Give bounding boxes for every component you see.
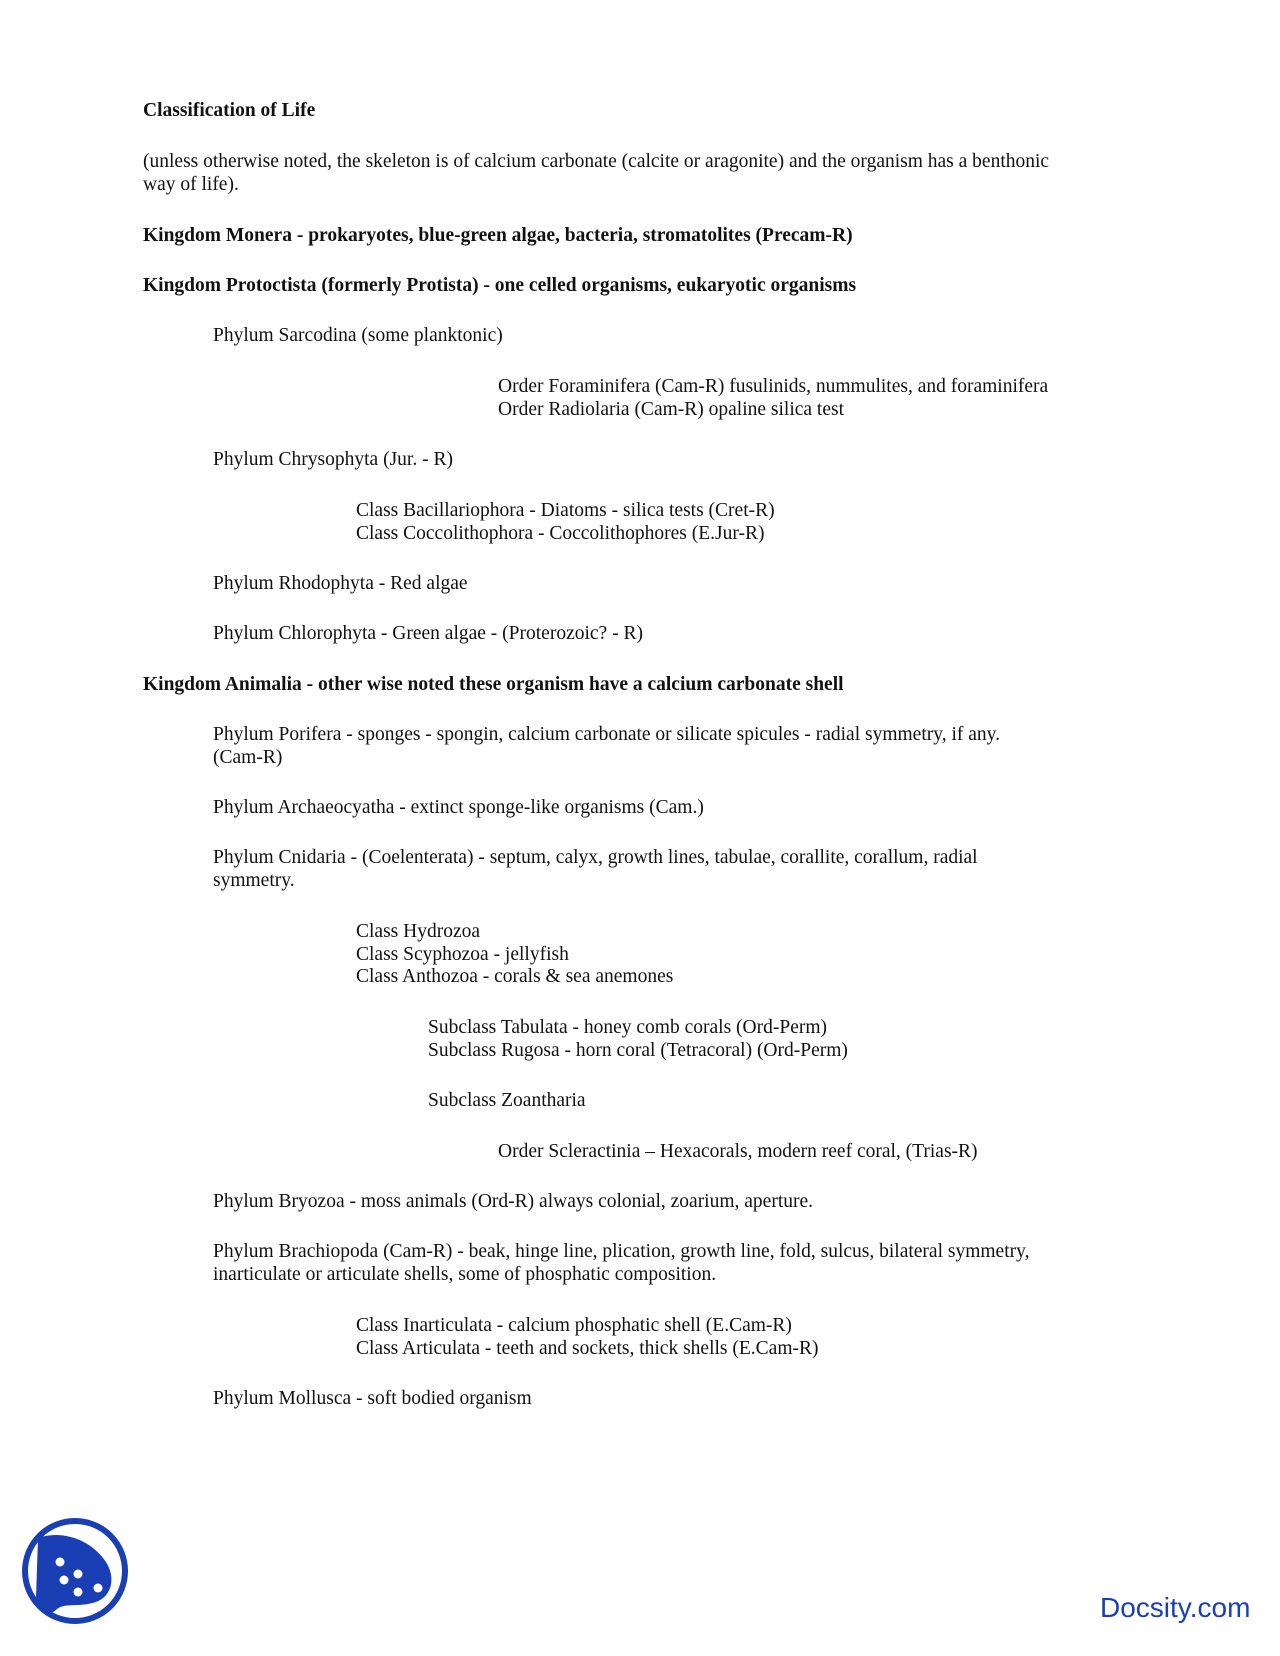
kingdom-monera: Kingdom Monera - prokaryotes, blue-green algae, bacteria, stromatolites (Precam-R) — [143, 225, 853, 246]
subclass-tabulata: Subclass Tabulata - honey comb corals (Ord-Perm) — [428, 1017, 827, 1038]
phylum-porifera: Phylum Porifera - sponges - spongin, calcium carbonate or silicate spicules - radial symmetry, if any. — [213, 724, 1001, 745]
class-bacillariophora: Class Bacillariophora - Diatoms - silica tests (Cret-R) — [356, 500, 775, 521]
intro-line-2: way of life). — [143, 174, 239, 195]
phylum-porifera-cont: (Cam-R) — [213, 747, 283, 768]
order-radiolaria: Order Radiolaria (Cam-R) opaline silica test — [498, 399, 845, 420]
page-title: Classification of Life — [143, 100, 316, 121]
order-foraminifera: Order Foraminifera (Cam-R) fusulinids, nummulites, and foraminifera — [498, 376, 1049, 397]
phylum-sarcodina: Phylum Sarcodina (some planktonic) — [213, 325, 503, 346]
kingdom-protoctista: Kingdom Protoctista (formerly Protista) - one celled organisms, eukaryotic organisms — [143, 275, 857, 296]
docsity-brand-link[interactable]: Docsity.com — [1100, 1592, 1251, 1623]
phylum-bryozoa: Phylum Bryozoa - moss animals (Ord-R) always colonial, zoarium, aperture. — [213, 1191, 814, 1212]
phylum-chrysophyta: Phylum Chrysophyta (Jur. - R) — [213, 449, 453, 470]
intro-line-1: (unless otherwise noted, the skeleton is of calcium carbonate (calcite or aragonite) and the organism has a benthonic — [143, 151, 1050, 172]
kingdom-animalia: Kingdom Animalia - other wise noted these organism have a calcium carbonate shell — [143, 674, 844, 695]
class-inarticulata: Class Inarticulata - calcium phosphatic shell (E.Cam-R) — [356, 1315, 792, 1336]
class-articulata: Class Articulata - teeth and sockets, thick shells (E.Cam-R) — [356, 1338, 819, 1359]
phylum-cnidaria-cont: symmetry. — [213, 870, 295, 891]
phylum-cnidaria: Phylum Cnidaria - (Coelenterata) - septum, calyx, growth lines, tabulae, corallite, corallum, radial — [213, 847, 978, 868]
phylum-brachiopoda: Phylum Brachiopoda (Cam-R) - beak, hinge line, plication, growth line, fold, sulcus, bilateral symmetry, — [213, 1241, 1030, 1262]
phylum-archaeocyatha: Phylum Archaeocyatha - extinct sponge-like organisms (Cam.) — [213, 797, 704, 818]
class-hydrozoa: Class Hydrozoa — [356, 921, 481, 942]
class-scyphozoa: Class Scyphozoa - jellyfish — [356, 944, 569, 965]
subclass-rugosa: Subclass Rugosa - horn coral (Tetracoral) (Ord-Perm) — [428, 1040, 848, 1061]
class-anthozoa: Class Anthozoa - corals & sea anemones — [356, 966, 674, 987]
class-coccolithophora: Class Coccolithophora - Coccolithophores (E.Jur-R) — [356, 523, 765, 544]
order-scleractinia: Order Scleractinia – Hexacorals, modern reef coral, (Trias-R) — [498, 1141, 978, 1162]
phylum-chlorophyta: Phylum Chlorophyta - Green algae - (Proterozoic? - R) — [213, 623, 643, 644]
phylum-brachiopoda-cont: inarticulate or articulate shells, some of phosphatic composition. — [213, 1264, 717, 1285]
phylum-mollusca: Phylum Mollusca - soft bodied organism — [213, 1388, 532, 1409]
phylum-rhodophyta: Phylum Rhodophyta - Red algae — [213, 573, 468, 594]
subclass-zoantharia: Subclass Zoantharia — [428, 1090, 586, 1111]
docsity-logo-icon — [20, 1516, 130, 1626]
